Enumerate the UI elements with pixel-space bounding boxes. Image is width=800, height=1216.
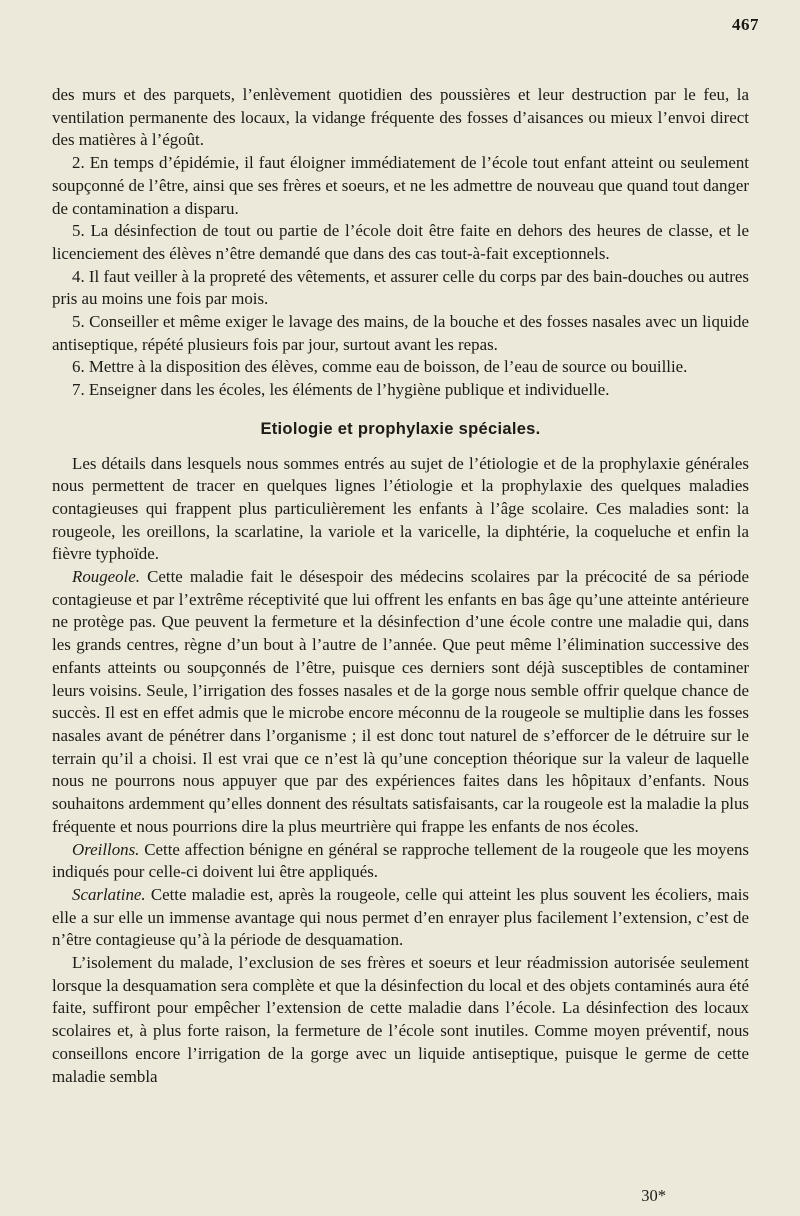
text-oreillons: Cette affection bénigne en général se rapproche tellement de la rougeole que les moyens indiqués pour celle-ci doivent lui être appliqués. xyxy=(52,839,749,882)
numbered-item-6: 6. Mettre à la disposition des élèves, comme eau de boisson, de l’eau de source ou bouillie. xyxy=(72,357,688,377)
numbered-item-7: 7. Enseigner dans les écoles, les éléments de l’hygiène publique et individuelle. xyxy=(72,380,610,400)
term-rougeole: Rougeole. xyxy=(72,567,141,587)
signature-mark: 30* xyxy=(641,1186,666,1205)
opening-paragraph: des murs et des parquets, l’enlèvement quotidien des poussières et leur destruction par le feu, la ventilation permanente des locaux, la vidange fréquente des fosses d’aisances ou mieux l’envoi direct des matières à l’égoût. xyxy=(52,85,749,150)
paragraph-rougeole xyxy=(52,566,749,838)
text-scarlatine: Cette maladie est, après la rougeole, celle qui atteint les plus souvent les écoliers, mais elle a sur elle un immense avantage qui nous permet d’en enrayer plus facilement l’extension, c’est de n’être contagieuse qu’à la période de desquamation. xyxy=(52,884,749,950)
section-intro: Les détails dans lesquels nous sommes entrés au sujet de l’étiologie et de la prophylaxie générales nous permettent de tracer en quelques lignes l’étiologie et la prophylaxie des quelques maladies contagieuses qui frappent plus particulièrement les enfants à l’âge scolaire. Ces maladies sont: la rougeole, les oreillons, la scarlatine, la variole et la varicelle, la diphtérie, la coqueluche et enfin la fièvre typhoïde. xyxy=(52,453,749,564)
paragraph-scarlatine xyxy=(52,884,749,952)
numbered-item-2: 2. En temps d’épidémie, il faut éloigner immédiatement de l’école tout enfant atteint ou seulement soupçonné de l’être, ainsi que ses frères et soeurs, et ne les admettre de nouveau que quand tout danger de contamination a disparu. xyxy=(52,153,749,218)
text-rougeole: Cette maladie fait le désespoir des médecins scolaires par la précocité de sa période contagieuse et par l’extrême réceptivité que lui offrent les enfants en bas âge qu’une atteinte antérieure ne protège pas. Que peuvent la fermeture et la désinfection d’une école contre une maladie qui, dans les grands centres, règne d’un bout à l’autre de l’année. Que peut même l’élimination successive des enfants atteints ou soupçonnés de l’être, puisque ces derniers sont déjà susceptibles de contaminer leurs voisins. Seule, l’irrigation des fosses nasales et de la gorge nous semble offrir quelque chance de succès. Il est en effet admis que le microbe encore méconnu de la rougeole se multiplie dans les fosses nasales avant de pénétrer dans l’organisme ; il est donc tout naturel de s’efforcer de le détruire sur le terrain qu’il a choisi. Il est vrai que ce n’est là qu’une conception théorique sur la valeur de laquelle nous ne pourrons nous appuyer que par des expériences faites dans les hôpitaux d’enfants. Nous souhaitons ardemment qu’elles donnent des résultats satisfaisants, car la rougeole est la maladie la plus fréquente et nous pourrions dire la plus meurtrière qui frappe les enfants de nos écoles. xyxy=(52,567,749,836)
page-number: 467 xyxy=(732,15,759,34)
term-scarlatine: Scarlatine. xyxy=(72,884,146,904)
numbered-item-4: 4. Il faut veiller à la propreté des vêtements, et assurer celle du corps par des bain-douches ou autres pris au moins une fois par mois. xyxy=(52,266,749,309)
term-oreillons: Oreillons. xyxy=(72,839,140,859)
paragraph-oreillons xyxy=(52,839,749,884)
numbered-item-5: 5. Conseiller et même exiger le lavage des mains, de la bouche et des fosses nasales avec un liquide antiseptique, répété plusieurs fois par jour, surtout avant les repas. xyxy=(52,312,749,354)
section-heading: Etiologie et prophylaxie spéciales. xyxy=(260,419,541,438)
numbered-item-3: 5. La désinfection de tout ou partie de l’école doit être faite en dehors des heures de classe, et le licenciement des élèves n’être demandé que dans des cas tout-à-fait exceptionnels. xyxy=(52,221,749,263)
paragraph-isolement: L’isolement du malade, l’exclusion de ses frères et soeurs et leur réadmission autorisée seulement lorsque la desquamation sera complète et que la désinfection du local et des objets contaminés aura été faite, suffiront pour empêcher l’extension de cette maladie dans l’école. La désinfection des locaux scolaires et, à plus forte raison, la fermeture de l’école sont inutiles. Comme moyen préventif, nous conseillons encore l’irrigation de la gorge avec un liquide antiseptique, puisque le germe de cette maladie sembla xyxy=(52,953,749,1086)
body-text xyxy=(52,84,749,1088)
